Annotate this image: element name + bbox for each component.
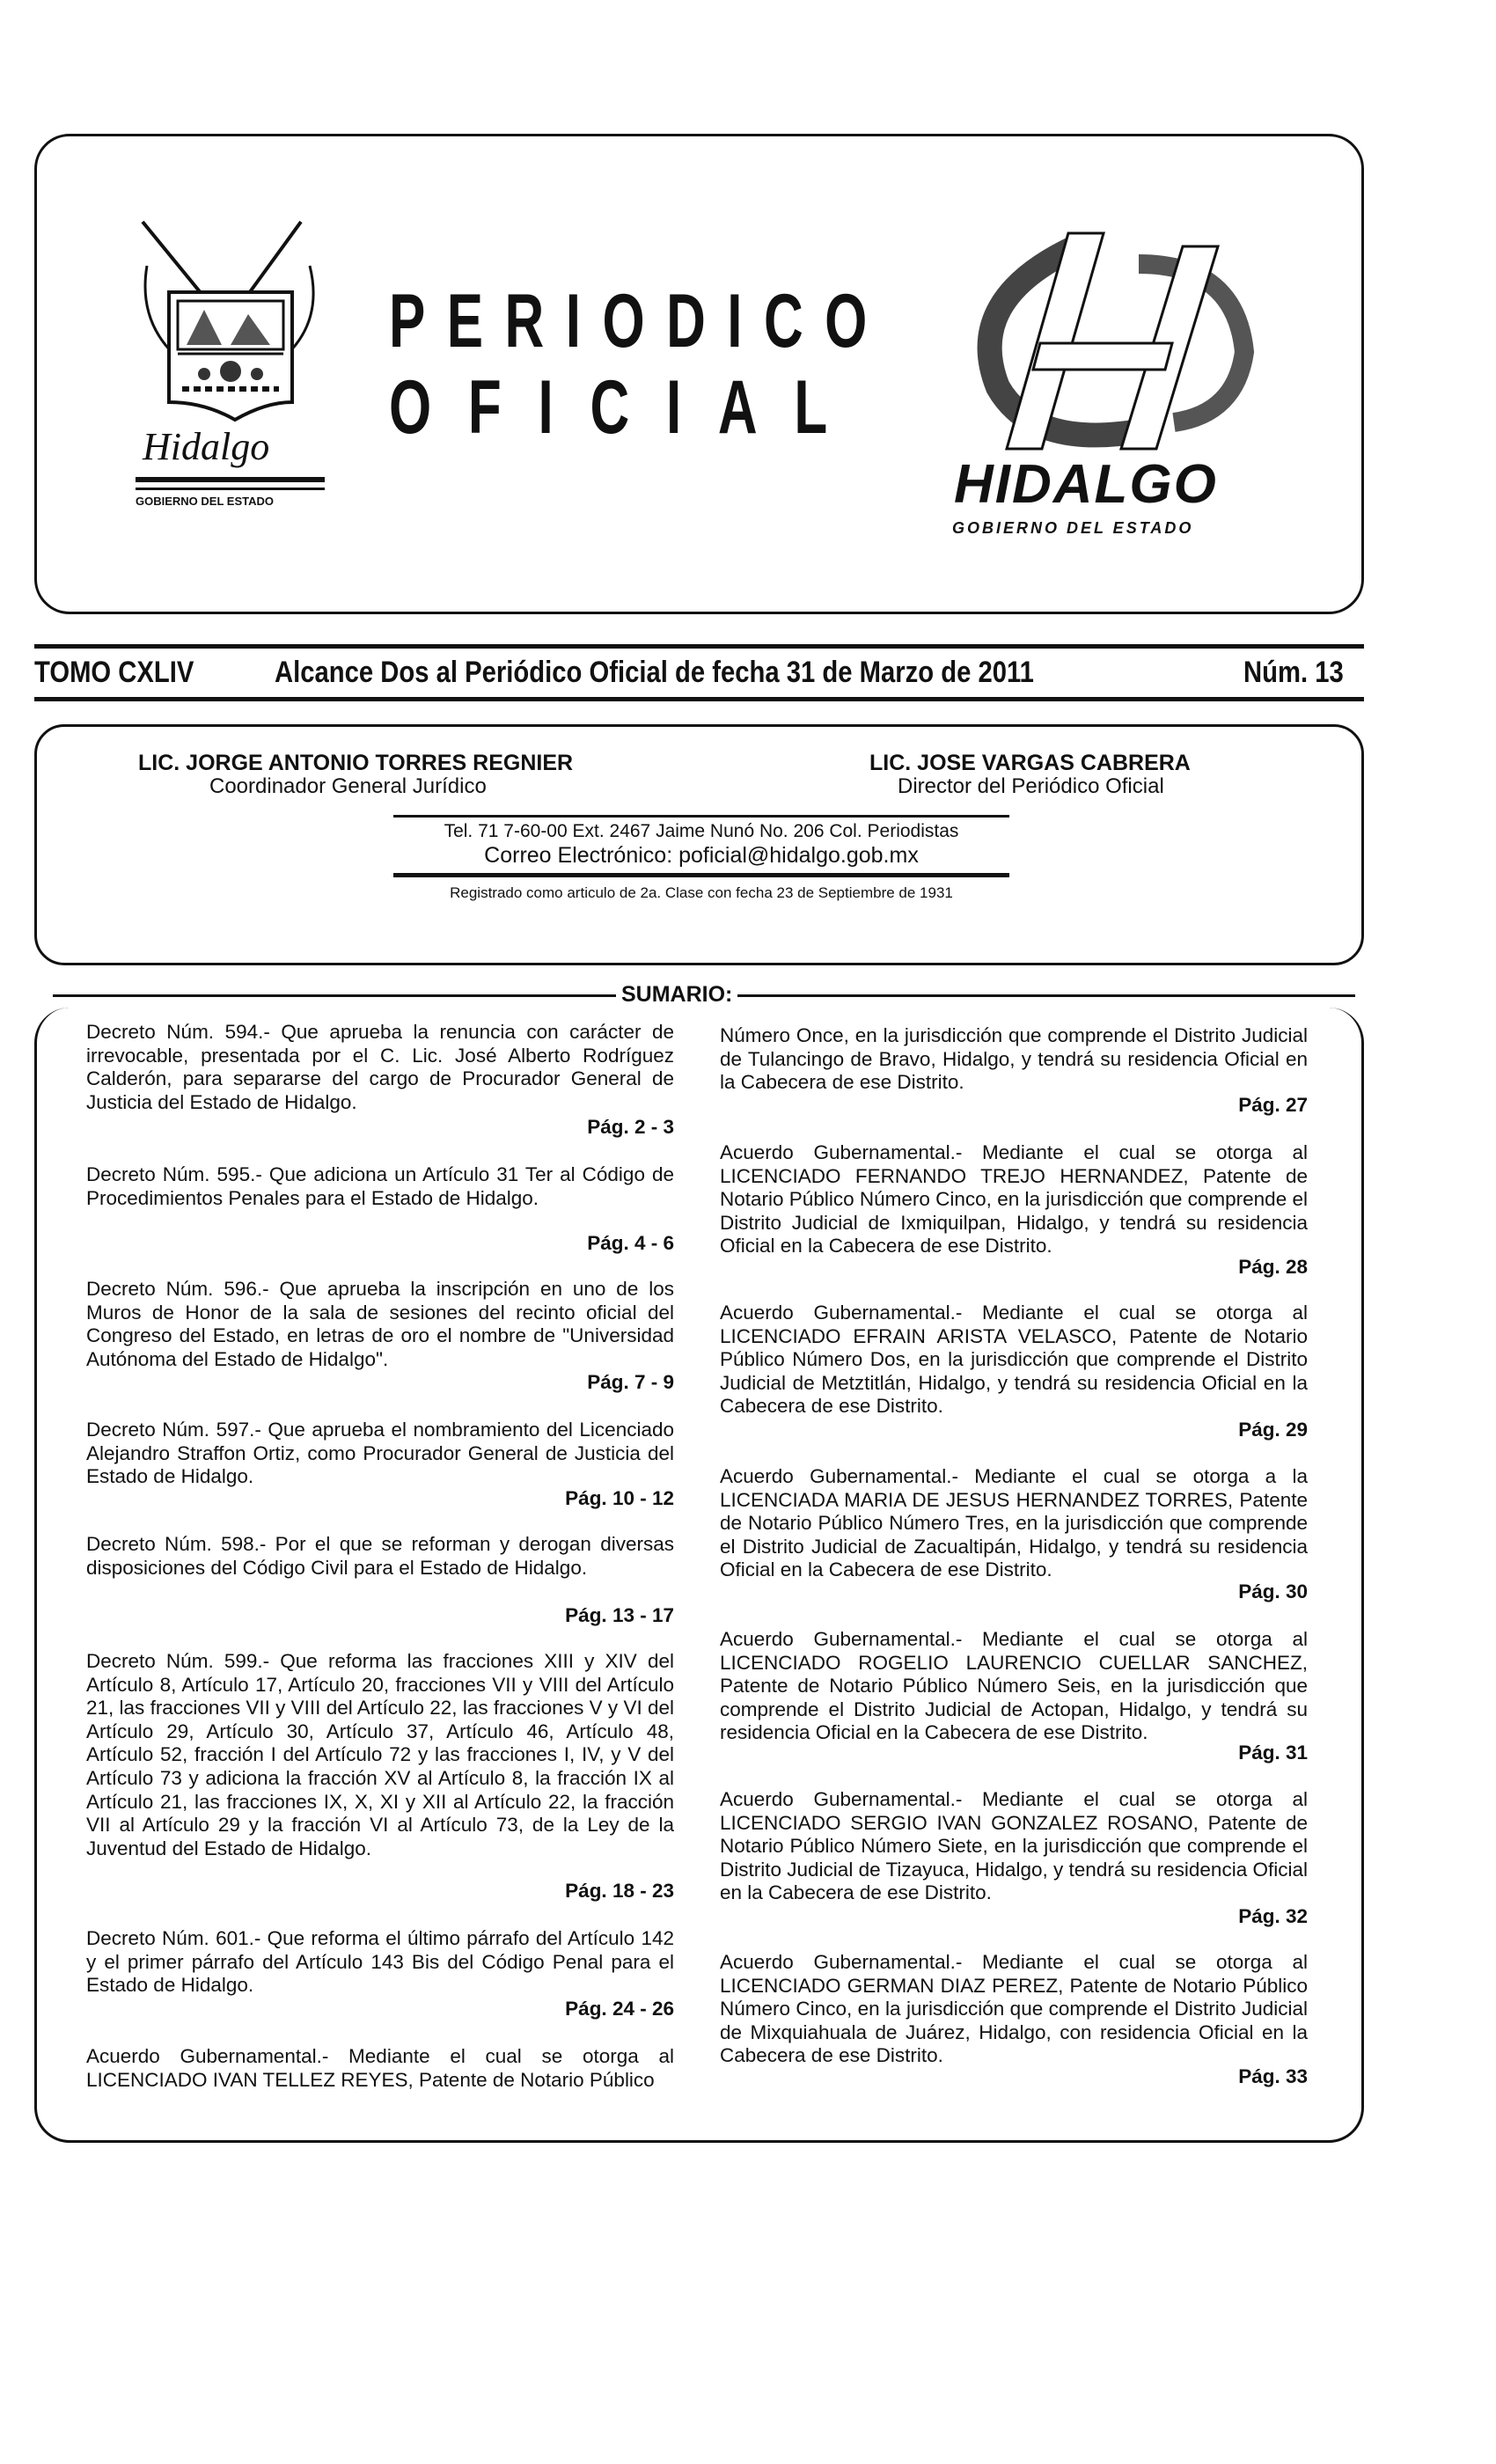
email-line: Correo Electrónico: poficial@hidalgo.gob.mx xyxy=(484,843,919,868)
page-reference: Pág. 10 - 12 xyxy=(565,1487,674,1509)
page-reference: Pág. 2 - 3 xyxy=(587,1116,674,1138)
page-reference: Pág. 31 xyxy=(1238,1742,1308,1764)
divider xyxy=(393,873,1009,877)
summary-entry: Decreto Núm. 595.- Que adiciona un Artículo 31 Ter al Código de Procedimientos Penales para el Estado de Hidalgo. xyxy=(86,1163,674,1209)
page-reference: Pág. 30 xyxy=(1238,1580,1308,1602)
coordinator-role: Coordinador General Jurídico xyxy=(209,774,487,798)
logo-bar xyxy=(136,477,325,482)
registration-line: Registrado como articulo de 2a. Clase con fecha 23 de Septiembre de 1931 xyxy=(450,884,953,901)
page-reference: Pág. 13 - 17 xyxy=(565,1604,674,1626)
summary-entry: Acuerdo Gubernamental.- Mediante el cual se otorga al LICENCIADO ROGELIO LAURENCIO CUELLAR SANCHEZ, Patente de Notario Público Número Seis, en la jurisdicción que comprende el Distrito Judicial de Actopan, Hidalgo, y tendrá su residencia Oficial en la Cabecera de ese Distrito. xyxy=(720,1628,1308,1744)
gobierno-caption: GOBIERNO DEL ESTADO xyxy=(952,519,1194,537)
summary-entry: Acuerdo Gubernamental.- Mediante el cual se otorga al LICENCIADO EFRAIN ARISTA VELASCO, Patente de Notario Público Número Dos, en la jurisdicción que comprende el Distrito Judicial de Metztitlán, Hidalgo, y tendrá su residencia Oficial en la Cabecera de ese Distrito. xyxy=(720,1302,1308,1418)
address-line: Tel. 71 7-60-00 Ext. 2467 Jaime Nunó No. 206 Col. Periodistas xyxy=(444,821,959,841)
summary-entry: Decreto Núm. 599.- Que reforma las fracciones XIII y XIV del Artículo 8, Artículo 17, Artículo 20, fracciones VII y VIII del Artículo 21, las fracciones VII y VIII del Artículo 22, las fracciones V y VI del Artículo 29, Artículo 30, Artículo 37, Artículo 46, Artículo 48, Artículo 52, fracción I del Artículo 72 y las fracciones I, IV, y V del Artículo 73 y adiciona la fracción XV al Artículo 8, la fracción IX al Artículo 21, las fracciones IX, X, XI y XII al Artículo 22, la fracción VII al Artículo 29 y la fracción VI al Artículo 73, de la Ley de la Juventud del Estado de Hidalgo. xyxy=(86,1650,674,1859)
page-reference: Pág. 24 - 26 xyxy=(565,1998,674,2020)
summary-heading: SUMARIO: xyxy=(616,982,737,1008)
summary-entry: Decreto Núm. 601.- Que reforma el último párrafo del Artículo 142 y el primer párrafo del Artículo 143 Bis del Código Penal para el Estado de Hidalgo. xyxy=(86,1927,674,1997)
page-reference: Pág. 28 xyxy=(1238,1256,1308,1278)
h-emblem-icon xyxy=(945,229,1350,458)
hidalgo-script-text: Hidalgo xyxy=(143,425,270,468)
summary-entry: Acuerdo Gubernamental.- Mediante el cual se otorga al LICENCIADO IVAN TELLEZ REYES, Patente de Notario Público xyxy=(86,2045,674,2091)
logo-bar xyxy=(136,488,325,490)
summary-entry: Decreto Núm. 594.- Que aprueba la renuncia con carácter de irrevocable, presentada por el C. Lic. José Alberto Rodríguez Calderón, para separarse del cargo de Procurador General de Justicia del Estado de Hidalgo. xyxy=(86,1021,674,1113)
page-reference: Pág. 33 xyxy=(1238,2065,1308,2087)
issue-description: Alcance Dos al Periódico Oficial de fecha 31 de Marzo de 2011 xyxy=(275,656,1034,689)
gobierno-caption: GOBIERNO DEL ESTADO xyxy=(136,495,274,508)
volume-label: TOMO CXLIV xyxy=(34,656,194,689)
page-reference: Pág. 7 - 9 xyxy=(587,1371,674,1393)
page-reference: Pág. 4 - 6 xyxy=(587,1232,674,1254)
coordinator-name: LIC. JORGE ANTONIO TORRES REGNIER xyxy=(138,751,574,775)
summary-entry: Acuerdo Gubernamental.- Mediante el cual se otorga a la LICENCIADA MARIA DE JESUS HERNANDEZ TORRES, Patente de Notario Público Número Tres, en la jurisdicción que comprende el Distrito Judicial de Zacualtipán, Hidalgo, y tendrá su residencia Oficial en la Cabecera de ese Distrito. xyxy=(720,1465,1308,1581)
summary-entry: Decreto Núm. 597.- Que aprueba el nombramiento del Licenciado Alejandro Straffon Ortiz, como Procurador General de Justicia del Estado de Hidalgo. xyxy=(86,1419,674,1488)
summary-entry: Acuerdo Gubernamental.- Mediante el cual se otorga al LICENCIADO SERGIO IVAN GONZALEZ ROSANO, Patente de Notario Público Número Siete, en la jurisdicción que comprende el Distrito Judicial de Tizayuca, Hidalgo, y tendrá su residencia Oficial en la Cabecera de ese Distrito. xyxy=(720,1788,1308,1904)
coat-of-arms-icon xyxy=(134,213,333,433)
newspaper-title-line2: OFICIAL xyxy=(389,365,864,450)
hidalgo-wordmark: HIDALGO xyxy=(954,454,1218,515)
newspaper-title-line1: PERIODICO xyxy=(389,279,889,363)
summary-entry: Número Once, en la jurisdicción que comprende el Distrito Judicial de Tulancingo de Bravo, Hidalgo, y tendrá su residencia Oficial en la Cabecera de ese Distrito. xyxy=(720,1024,1308,1094)
page-reference: Pág. 32 xyxy=(1238,1905,1308,1927)
page-reference: Pág. 29 xyxy=(1238,1419,1308,1441)
issue-number: Núm. 13 xyxy=(1243,656,1344,689)
divider xyxy=(393,815,1009,818)
bottom-rule xyxy=(34,697,1364,701)
page-reference: Pág. 18 - 23 xyxy=(565,1880,674,1902)
hidalgo-government-logo xyxy=(945,229,1350,537)
summary-entry: Decreto Núm. 596.- Que aprueba la inscripción en uno de los Muros de Honor de la sala de sesiones del recinto oficial del Congreso del Estado, en letras de oro el nombre de "Universidad Autónoma del Estado de Hidalgo". xyxy=(86,1278,674,1370)
state-coat-of-arms-logo xyxy=(134,213,333,521)
top-rule xyxy=(34,644,1364,649)
director-role: Director del Periódico Oficial xyxy=(898,774,1164,798)
summary-entry: Acuerdo Gubernamental.- Mediante el cual se otorga al LICENCIADO GERMAN DIAZ PEREZ, Patente de Notario Público Número Cinco, en la jurisdicción que comprende el Distrito Judicial de Mixquiahuala de Juárez, Hidalgo, con residencia Oficial en la Cabecera de ese Distrito. xyxy=(720,1951,1308,2067)
summary-entry: Decreto Núm. 598.- Por el que se reforman y derogan diversas disposiciones del Código Civil para el Estado de Hidalgo. xyxy=(86,1533,674,1579)
summary-entry: Acuerdo Gubernamental.- Mediante el cual se otorga al LICENCIADO FERNANDO TREJO HERNANDEZ, Patente de Notario Público Número Cinco, en la jurisdicción que comprende el Distrito Judicial de Ixmiquilpan, Hidalgo, y tendrá su residencia Oficial en la Cabecera de ese Distrito. xyxy=(720,1141,1308,1258)
director-name: LIC. JOSE VARGAS CABRERA xyxy=(869,751,1191,775)
page-reference: Pág. 27 xyxy=(1238,1094,1308,1116)
